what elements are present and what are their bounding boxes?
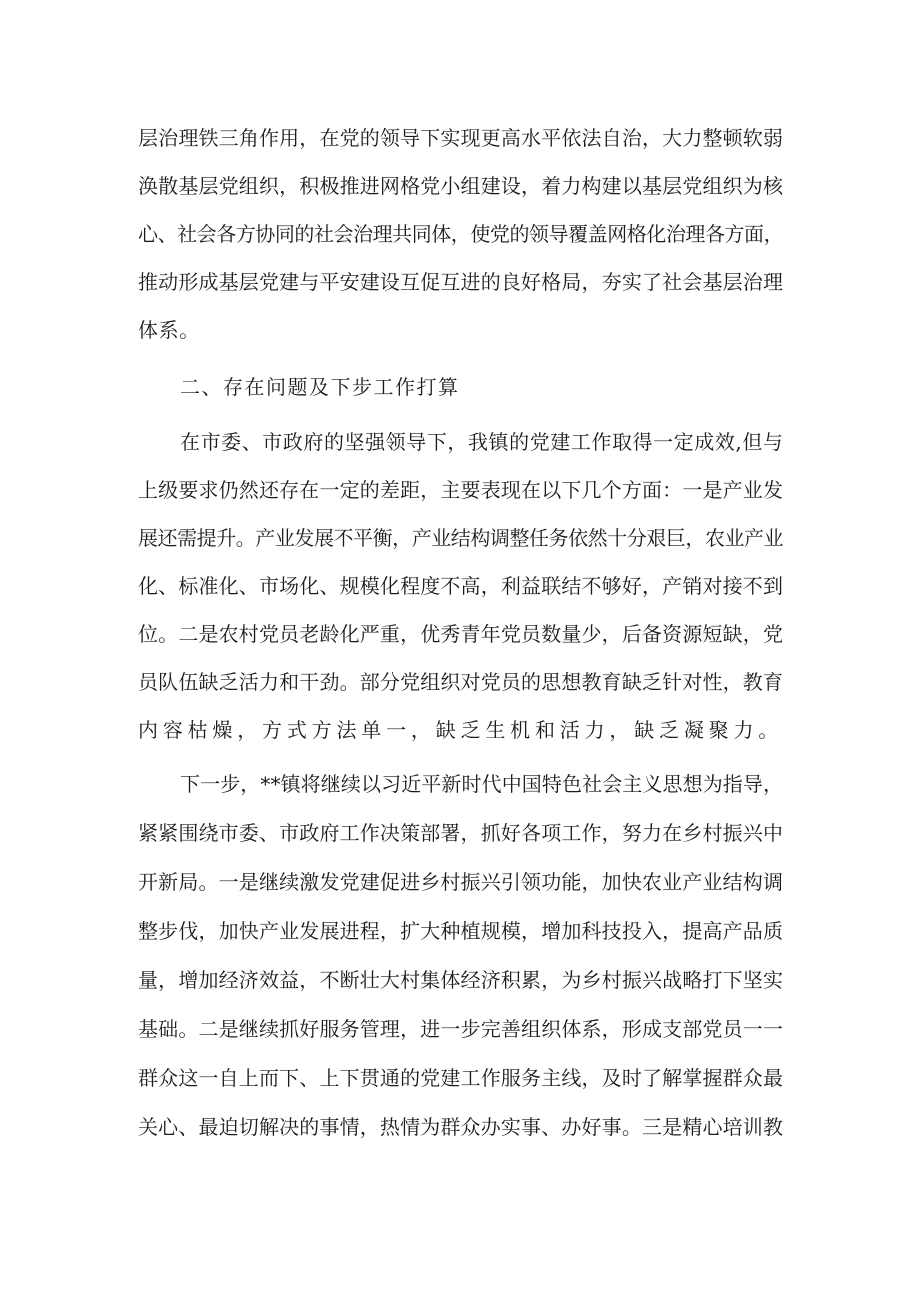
paragraph-line: 化、标准化、市场化、规模化程度不高，利益联结不够好，产销对接不到 (138, 574, 784, 598)
paragraph-line: 层治理铁三角作用，在党的领导下实现更高水平依法自治，大力整顿软弱 (138, 126, 784, 150)
paragraph-line: 在市委、市政府的坚强领导下，我镇的党建工作取得一定成效,但与 (180, 430, 784, 454)
paragraph-line: 体系。 (138, 318, 200, 342)
paragraph-line: 关心、最迫切解决的事情，热情为群众办实事、办好事。三是精心培训教 (138, 1115, 784, 1139)
paragraph-line: 下一步，**镇将继续以习近平新时代中国特色社会主义思想为指导， (180, 772, 784, 796)
paragraph-line: 涣散基层党组织，积极推进网格党小组建设，着力构建以基层党组织为核 (138, 174, 784, 198)
paragraph-line: 内容枯燥，方式方法单一，缺乏生机和活力，缺乏凝聚力。 (138, 718, 784, 742)
paragraph-line: 开新局。一是继续激发党建促进乡村振兴引领功能，加快农业产业结构调 (138, 870, 784, 894)
paragraph-line: 量，增加经济效益，不断壮大村集体经济积累，为乡村振兴战略打下坚实 (138, 968, 784, 992)
paragraph-line: 群众这一自上而下、上下贯通的党建工作服务主线，及时了解掌握群众最 (138, 1066, 784, 1090)
paragraph-line: 基础。二是继续抓好服务管理，进一步完善组织体系，形成支部党员一一 (138, 1017, 784, 1041)
paragraph-line: 员队伍缺乏活力和干劲。部分党组织对党员的思想教育缺乏针对性，教育 (138, 670, 784, 694)
paragraph-line: 心、社会各方协同的社会治理共同体，使党的领导覆盖网格化治理各方面， (138, 222, 784, 246)
paragraph-line: 推动形成基层党建与平安建设互促互进的良好格局，夯实了社会基层治理 (138, 270, 784, 294)
paragraph-line: 整步伐，加快产业发展进程，扩大种植规模，增加科技投入，提高产品质 (138, 919, 784, 943)
paragraph-line: 上级要求仍然还存在一定的差距，主要表现在以下几个方面：一是产业发 (138, 478, 784, 502)
paragraph-line: 紧紧围绕市委、市政府工作决策部署，抓好各项工作，努力在乡村振兴中 (138, 821, 784, 845)
paragraph-line: 位。二是农村党员老龄化严重，优秀青年党员数量少，后备资源短缺，党 (138, 622, 784, 646)
section-heading: 二、存在问题及下步工作打算 (180, 375, 460, 399)
paragraph-line: 展还需提升。产业发展不平衡，产业结构调整任务依然十分艰巨，农业产业 (138, 526, 784, 550)
